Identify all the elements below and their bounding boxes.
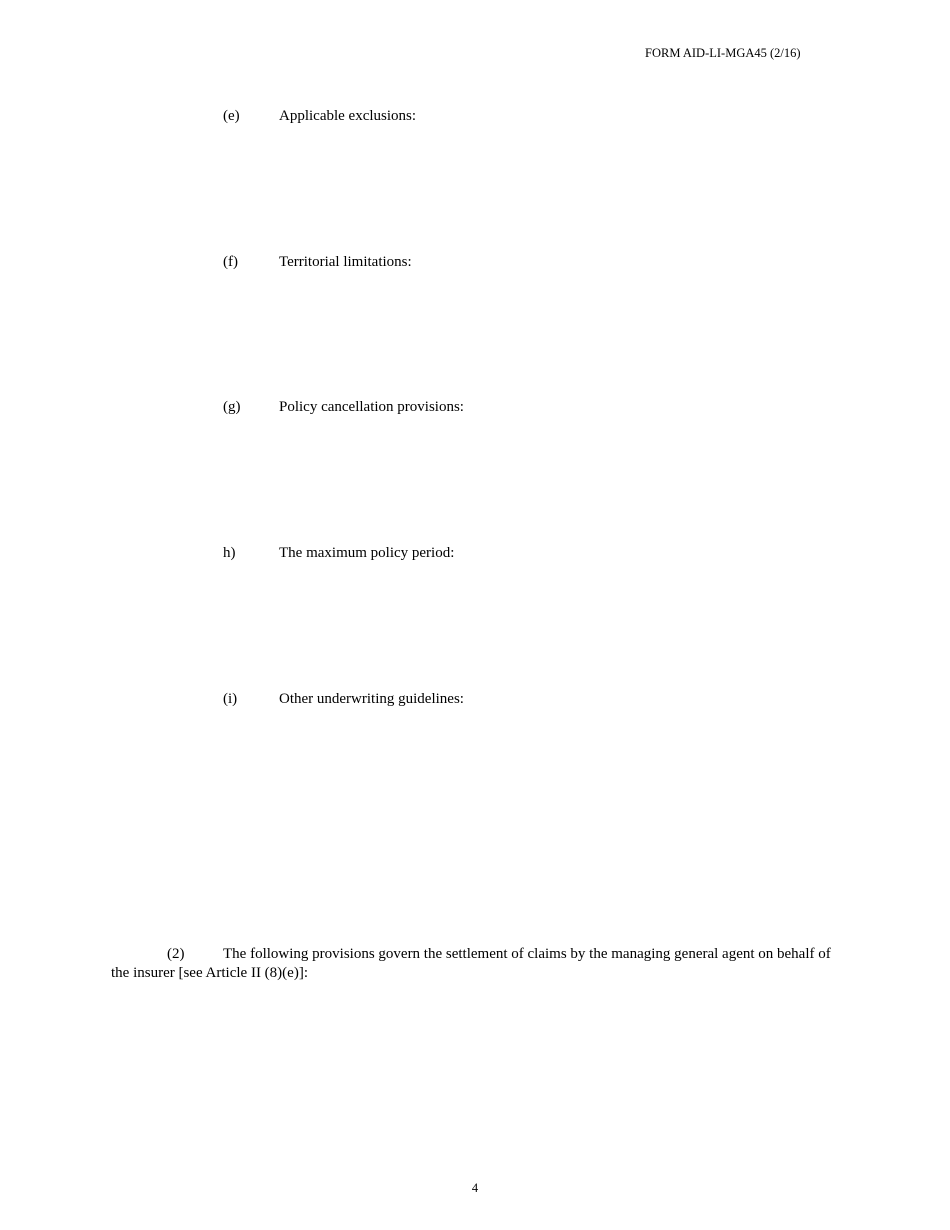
form-identifier: FORM AID-LI-MGA45 (2/16) [645,46,801,60]
paragraph-number: (2) [167,946,185,962]
item-applicable-exclusions [223,108,416,125]
item-marker: (i) [223,691,238,707]
item-label: Applicable exclusions: [279,108,417,124]
item-marker: (f) [223,254,238,270]
item-maximum-policy-period [223,545,454,562]
item-label: Policy cancellation provisions: [279,399,464,415]
paragraph-text: The following provisions govern the settlement of claims by the managing general agent on behalf of the insurer [see Article II (8)(e)]: [111,946,831,981]
item-other-underwriting-guidelines [223,691,464,708]
item-marker: h) [223,545,236,561]
item-label: Territorial limitations: [279,254,412,270]
item-territorial-limitations [223,254,412,271]
item-label: The maximum policy period: [279,545,455,561]
item-marker: (g) [223,399,241,415]
item-label: Other underwriting guidelines: [279,691,464,707]
item-marker: (e) [223,108,240,124]
page-number: 4 [471,1181,479,1195]
claims-settlement-paragraph [111,945,846,983]
item-policy-cancellation-provisions [223,399,464,416]
